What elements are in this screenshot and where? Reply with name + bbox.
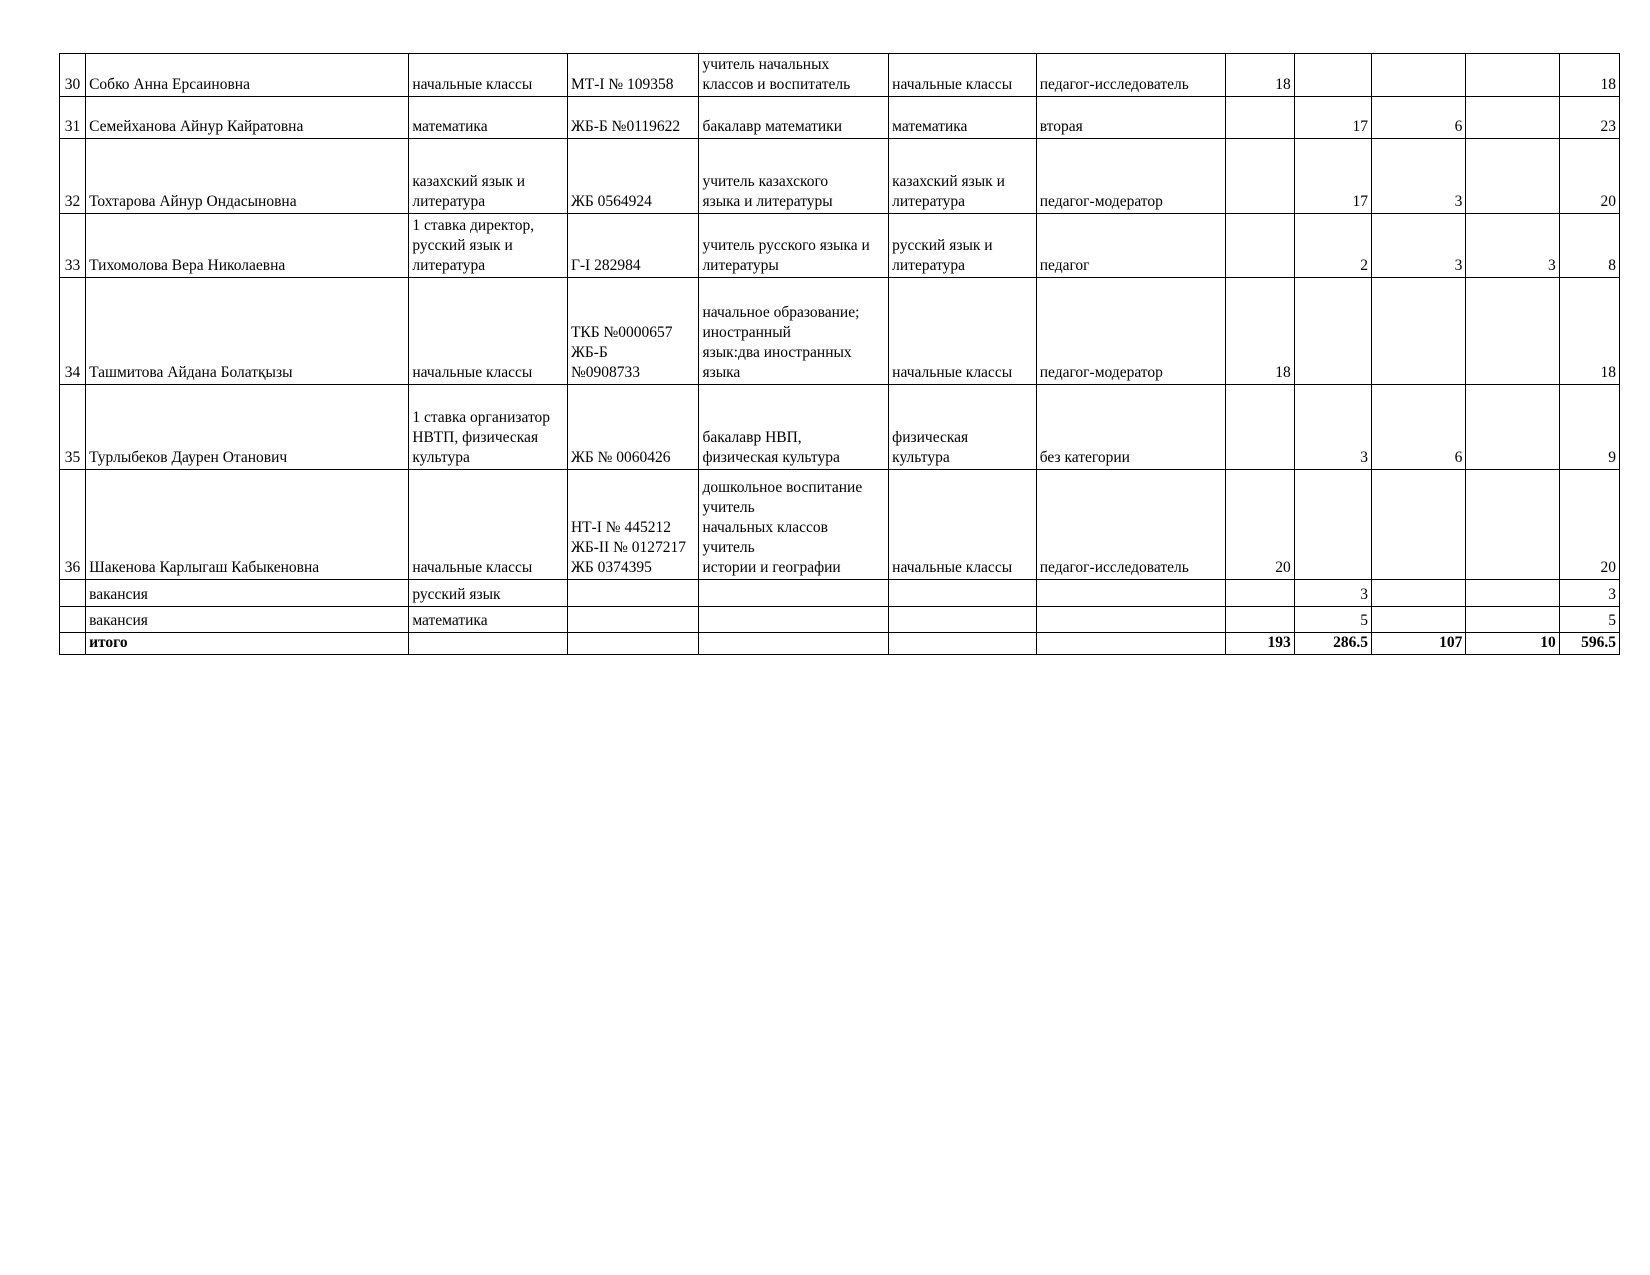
row-number: 32 [60, 139, 86, 214]
diploma-cell: ЖБ № 0060426 [567, 385, 699, 470]
hours-total-cell: 8 [1559, 214, 1619, 278]
staff-table-sheet [59, 53, 1620, 655]
diploma-cell: ЖБ-Б №0119622 [567, 97, 699, 139]
row-number: 33 [60, 214, 86, 278]
hours-cell-4 [1466, 54, 1559, 97]
diploma-cell [567, 633, 699, 655]
diploma-cell [567, 607, 699, 633]
hours-cell-2: 3 [1294, 580, 1371, 607]
table-row [60, 580, 1620, 607]
teacher-name: Тохтарова Айнур Ондасыновна [86, 139, 409, 214]
table-row [60, 214, 1620, 278]
hours-cell-1: 18 [1226, 54, 1294, 97]
table-row [60, 607, 1620, 633]
subject-cell: начальные классы [409, 54, 568, 97]
hours-cell-4 [1466, 470, 1559, 580]
diploma-cell [567, 580, 699, 607]
hours-cell-2 [1294, 278, 1371, 385]
teaches-cell: физическая культура [889, 385, 1037, 470]
diploma-cell: ЖБ 0564924 [567, 139, 699, 214]
row-number: 31 [60, 97, 86, 139]
hours-cell-4 [1466, 97, 1559, 139]
hours-cell-1 [1226, 139, 1294, 214]
hours-cell-2: 17 [1294, 97, 1371, 139]
subject-cell: начальные классы [409, 278, 568, 385]
category-cell: педагог [1036, 214, 1226, 278]
teaches-cell [889, 607, 1037, 633]
hours-cell-3 [1371, 607, 1465, 633]
hours-total-cell: 3 [1559, 580, 1619, 607]
teacher-name: Шакенова Карлыгаш Кабыкеновна [86, 470, 409, 580]
row-number [60, 580, 86, 607]
subject-cell: русский язык [409, 580, 568, 607]
hours-cell-2: 2 [1294, 214, 1371, 278]
hours-cell-4 [1466, 139, 1559, 214]
row-number: 34 [60, 278, 86, 385]
speciality-cell: начальное образование; иностранный язык:два иностранных языка [699, 278, 889, 385]
subject-cell: 1 ставка директор, русский язык и литература [409, 214, 568, 278]
hours-cell-1 [1226, 385, 1294, 470]
diploma-cell: НТ-I № 445212 ЖБ-II № 0127217 ЖБ 0374395 [567, 470, 699, 580]
total-hours-4: 10 [1466, 633, 1559, 655]
hours-total-cell: 18 [1559, 54, 1619, 97]
category-cell: педагог-модератор [1036, 278, 1226, 385]
subject-cell: математика [409, 607, 568, 633]
table-row [60, 54, 1620, 97]
teacher-name: вакансия [86, 580, 409, 607]
hours-cell-3 [1371, 580, 1465, 607]
hours-cell-4 [1466, 580, 1559, 607]
totals-label: итого [86, 633, 409, 655]
hours-cell-2: 3 [1294, 385, 1371, 470]
total-hours-1: 193 [1226, 633, 1294, 655]
subject-cell [409, 633, 568, 655]
teaches-cell: начальные классы [889, 470, 1037, 580]
speciality-cell [699, 633, 889, 655]
hours-cell-4: 3 [1466, 214, 1559, 278]
subject-cell: начальные классы [409, 470, 568, 580]
speciality-cell: учитель начальных классов и воспитатель [699, 54, 889, 97]
speciality-cell: бакалавр НВП, физическая культура [699, 385, 889, 470]
diploma-cell: ТКБ №0000657 ЖБ-Б №0908733 [567, 278, 699, 385]
table-row [60, 278, 1620, 385]
hours-total-cell: 18 [1559, 278, 1619, 385]
hours-cell-4 [1466, 385, 1559, 470]
table-row [60, 97, 1620, 139]
teaches-cell: русский язык и литература [889, 214, 1037, 278]
subject-cell: математика [409, 97, 568, 139]
hours-cell-3: 6 [1371, 97, 1465, 139]
hours-cell-2 [1294, 470, 1371, 580]
category-cell: педагог-модератор [1036, 139, 1226, 214]
grand-total: 596.5 [1559, 633, 1619, 655]
hours-total-cell: 20 [1559, 470, 1619, 580]
hours-total-cell: 23 [1559, 97, 1619, 139]
category-cell [1036, 633, 1226, 655]
category-cell: вторая [1036, 97, 1226, 139]
total-hours-3: 107 [1371, 633, 1465, 655]
category-cell: педагог-исследователь [1036, 470, 1226, 580]
hours-total-cell: 20 [1559, 139, 1619, 214]
hours-cell-3: 3 [1371, 139, 1465, 214]
speciality-cell: бакалавр математики [699, 97, 889, 139]
teacher-name: Тихомолова Вера Николаевна [86, 214, 409, 278]
hours-total-cell: 9 [1559, 385, 1619, 470]
teaches-cell: начальные классы [889, 54, 1037, 97]
teaches-cell [889, 633, 1037, 655]
speciality-cell [699, 607, 889, 633]
total-hours-2: 286.5 [1294, 633, 1371, 655]
totals-row [60, 633, 1620, 655]
teaches-cell [889, 580, 1037, 607]
speciality-cell: учитель русского языка и литературы [699, 214, 889, 278]
table-row [60, 139, 1620, 214]
hours-cell-2: 5 [1294, 607, 1371, 633]
row-number: 35 [60, 385, 86, 470]
row-number: 36 [60, 470, 86, 580]
hours-cell-1 [1226, 97, 1294, 139]
teacher-name: Турлыбеков Даурен Отанович [86, 385, 409, 470]
category-cell: без категории [1036, 385, 1226, 470]
staff-table [59, 53, 1620, 655]
hours-total-cell: 5 [1559, 607, 1619, 633]
row-number [60, 633, 86, 655]
teacher-name: Ташмитова Айдана Болатқызы [86, 278, 409, 385]
hours-cell-1: 18 [1226, 278, 1294, 385]
row-number: 30 [60, 54, 86, 97]
hours-cell-4 [1466, 278, 1559, 385]
hours-cell-1 [1226, 607, 1294, 633]
teacher-name: Семейханова Айнур Кайратовна [86, 97, 409, 139]
speciality-cell: учитель казахского языка и литературы [699, 139, 889, 214]
hours-cell-3 [1371, 470, 1465, 580]
diploma-cell: МТ-I № 109358 [567, 54, 699, 97]
table-row [60, 385, 1620, 470]
speciality-cell: дошкольное воспитание учитель начальных классов учитель истории и географии [699, 470, 889, 580]
teacher-name: вакансия [86, 607, 409, 633]
row-number [60, 607, 86, 633]
hours-cell-1: 20 [1226, 470, 1294, 580]
category-cell [1036, 607, 1226, 633]
hours-cell-3: 6 [1371, 385, 1465, 470]
category-cell: педагог-исследователь [1036, 54, 1226, 97]
diploma-cell: Г-I 282984 [567, 214, 699, 278]
category-cell [1036, 580, 1226, 607]
hours-cell-2: 17 [1294, 139, 1371, 214]
table-row [60, 470, 1620, 580]
teaches-cell: математика [889, 97, 1037, 139]
hours-cell-1 [1226, 580, 1294, 607]
hours-cell-3 [1371, 54, 1465, 97]
hours-cell-1 [1226, 214, 1294, 278]
subject-cell: 1 ставка организатор НВТП, физическая культура [409, 385, 568, 470]
hours-cell-3 [1371, 278, 1465, 385]
teacher-name: Собко Анна Ерсаиновна [86, 54, 409, 97]
subject-cell: казахский язык и литература [409, 139, 568, 214]
hours-cell-2 [1294, 54, 1371, 97]
hours-cell-4 [1466, 607, 1559, 633]
teaches-cell: казахский язык и литература [889, 139, 1037, 214]
teaches-cell: начальные классы [889, 278, 1037, 385]
hours-cell-3: 3 [1371, 214, 1465, 278]
speciality-cell [699, 580, 889, 607]
